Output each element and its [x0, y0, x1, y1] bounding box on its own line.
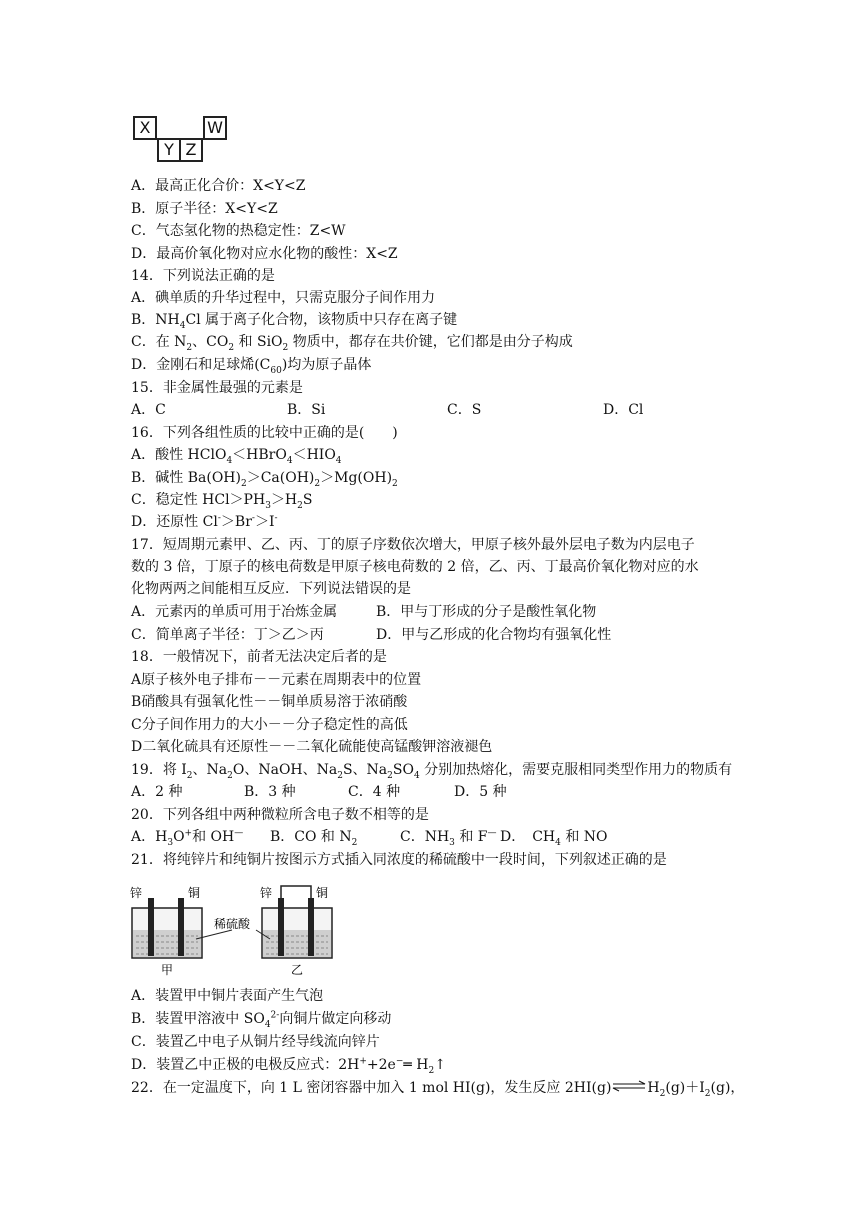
q21-option-c: C．装置乙中电子从铜片经导线流向锌片: [131, 1034, 380, 1050]
q21-option-d: D．装置乙中正极的电极反应式：2H++2e−═ $H_2↑$: [131, 1056, 446, 1076]
q16-option-a: A．酸性 $HClO_4<HBrO_4<HIO_4$: [131, 447, 342, 466]
q16-option-d: D．还原性 Cl-＞Br-＞I-: [131, 513, 278, 530]
q19-option-d: D．5 种: [454, 784, 507, 800]
q18-option-a: A原子核外电子排布－－元素在周期表中的位置: [131, 672, 422, 688]
q18-stem: 18．一般情况下，前者无法决定后者的是: [131, 649, 387, 665]
q17-stem-line3: 化物两两之间能相互反应．下列说法错误的是: [131, 581, 411, 597]
q17-stem-line1: 17．短周期元素甲、乙、丙、丁的原子序数依次增大，甲原子核外最外层电子数为内层电子: [131, 537, 695, 553]
q15-option-d: D．Cl: [603, 402, 644, 418]
q13-option-a: A．最高正化合价：X<Y<Z: [131, 178, 306, 194]
q18-option-b: B硝酸具有强氧化性－－铜单质易溶于浓硝酸: [131, 694, 408, 710]
q22-stem: 22．在一定温度下，向 1 L 密闭容器中加入 1 mol HI(g)，发生反应 2HI(g) $H_2(g)+I_2(g)$，: [131, 1080, 745, 1099]
beaker-jia: [132, 898, 202, 958]
q19-option-b: B．3 种: [244, 784, 296, 800]
equilibrium-arrow-icon: [611, 1080, 647, 1092]
q21-option-b: B．装置甲溶液中 $SO_4^{2-}$向铜片做定向移动: [131, 1010, 392, 1030]
q14-option-c: C．在 $N_2$、$CO_2$ 和 SiO$_2$ 物质中，都存在共价键，它们都是由分子构成: [131, 334, 573, 353]
q19-option-c: C．4 种: [348, 784, 401, 800]
cell-w: W: [203, 116, 227, 140]
label-yi: 乙: [291, 963, 304, 976]
q20-option-b: B．CO 和 $N_2$: [270, 829, 358, 848]
q15-stem: 15．非金属性最强的元素是: [131, 380, 303, 396]
periodic-table-fragment: [131, 114, 227, 160]
q18-option-c: C分子间作用力的大小－－分子稳定性的高低: [131, 717, 408, 733]
q15-option-a: A．C: [131, 402, 166, 418]
q13-option-d: D．最高价氧化物对应水化物的酸性：X<Z: [131, 246, 398, 262]
q13-option-b: B．原子半径：X<Y<Z: [131, 201, 278, 217]
label-acid: 稀硫酸: [214, 917, 251, 931]
q19-stem: 19．将 $I_2$、$Na_2O$、NaOH、$Na_2S$、$Na_2SO_4$ 分别加热熔化，需要克服相同类型作用力的物质有: [131, 762, 733, 781]
q14-option-b: B．$NH_4Cl$ 属于离子化合物，该物质中只存在离子键: [131, 312, 458, 331]
q14-option-a: A．碘单质的升华过程中，只需克服分子间作用力: [131, 290, 436, 306]
label-copper-yi: 铜: [316, 886, 329, 900]
q16-option-c: C．稳定性 $HCl>PH_3>H_2S$: [131, 492, 313, 511]
q21-stem: 21．将纯锌片和纯铜片按图示方式插入同浓度的稀硫酸中一段时间，下列叙述正确的是: [131, 852, 667, 868]
cell-x: X: [133, 116, 157, 140]
q15-option-b: B．Si: [287, 402, 326, 418]
q19-option-a: A．2 种: [131, 784, 183, 800]
q17-stem-line2: 数的 3 倍，丁原子的核电荷数是甲原子核电荷数的 2 倍，乙、丙、丁最高价氧化物对应的水: [131, 559, 699, 575]
label-copper-jia: 铜: [188, 886, 201, 900]
q16-option-b: B．碱性 $Ba(OH)_2>Ca(OH)_2>Mg(OH)_2$: [131, 470, 398, 489]
q20-option-a: A．$H_3O^+$和 OH—: [131, 828, 244, 848]
q17-option-b: B．甲与丁形成的分子是酸性氧化物: [376, 604, 597, 620]
q18-option-d: D二氧化硫具有还原性－－二氧化硫能使高锰酸钾溶液褪色: [131, 739, 493, 755]
q17-option-c: C．简单离子半径：丁＞乙＞丙: [131, 627, 324, 643]
label-zinc-yi: 锌: [260, 886, 273, 900]
q20-option-d: D． $CH_4$ 和 NO: [500, 829, 608, 848]
q13-option-c: C．气态氢化物的热稳定性：Z<W: [131, 223, 346, 239]
q21-option-a: A．装置甲中铜片表面产生气泡: [131, 988, 324, 1004]
cell-y: Y: [157, 138, 181, 162]
q15-option-c: C．S: [447, 402, 482, 418]
cell-z: Z: [179, 138, 203, 162]
label-jia: 甲: [161, 963, 174, 976]
q20-option-c: C．$NH_3$ 和 F—: [400, 828, 497, 848]
q14-option-d: D．金刚石和足球烯$(C_{60})$均为原子晶体: [131, 357, 372, 376]
wire: [281, 886, 311, 898]
q16-stem: 16．下列各组性质的比较中正确的是( ): [131, 425, 398, 441]
q17-option-a: A．元素丙的单质可用于冶炼金属: [131, 604, 338, 620]
q20-stem: 20．下列各组中两种微粒所含电子数不相等的是: [131, 807, 429, 823]
q17-option-d: D．甲与乙形成的化合物均有强氧化性: [376, 627, 612, 643]
galvanic-cell-figure: [128, 884, 348, 976]
label-zinc-jia: 锌: [130, 886, 143, 900]
q14-stem: 14．下列说法正确的是: [131, 268, 275, 284]
